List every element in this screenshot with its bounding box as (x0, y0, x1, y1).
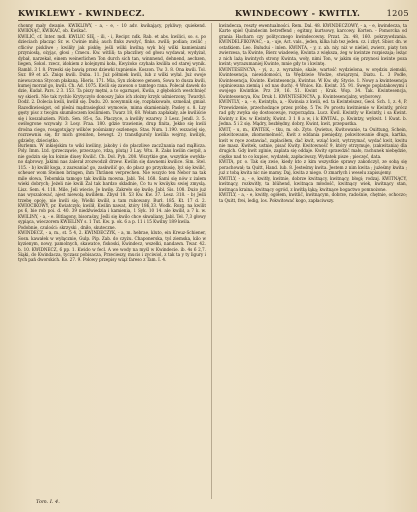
running-header (18, 8, 409, 20)
signature-mark: Tom. I. 4. (36, 499, 60, 505)
entry-paragraph: KWINDECZ, - a, m., st. 5 4, 2. KWINDECZYK, - a, m. hebrae, kluto, ein Kreuz-Schiener, Sosn. kawałek w wyłącznie, Gulp. Pip. Zab. do czyżu. Chaponerska, tyś ziemska, kilo w kyzienym, nowy, pamolnych, skawatce, fiskoski, Kwindecz, wszelki, nandawn. Twar. 42. b. 10. KWIDNECZ, 6 pp. 1. Kwido w fecl. A we wody na myśl w Kwindecie. ib. 4s 6 2,7. Siąki, do Kwindacza, tyczasz pobisacza, Przecieszy, mucis i zyciwiol, z tak ta y ty ligury i tych pań dworskich. Ko. 27. 9. Polowy przepisy wiąż fareso z Tam. I. 4. (18, 230, 206, 263)
entry-paragraph: KWINTESENCYA, - yi, z., z. wyraźnie, skale, wartość wydzielona, w orędziu ziemski, Kwintesencja, niewidomości, ta Wędziwie Wodze, stwiąrzyni, Diatu. Ł. 3 Podłe, Kwintesencja, Kwinte. Kwintesencja, Kwintus. W Kw. sły. Stycie. 1. Nowy a kwintesencja (opiniowana ziemią i od nas duch). 4 Wnios. Kn. Kwint. 35. 91. Swego poplatakowymi i swojego Kwintkie. Prz 29, 16. 51. Kwint ; Krak. Wsp. 34. Tak. Kwintesencja, Kwintessencya, Kw. Druk 1. KWINTESENCYA, p. Kwintesencjalny, wyborowy. (219, 66, 407, 99)
header-left: KWIKLEWY - KWINDECZ. (18, 8, 145, 18)
entry-paragraph: KWITLY, - a, - e, kwitły, ogółem, kwitlić, kwitnącym, dobrze, radośnie, chętnie, ochoczo; ta Quitt, frei, ledig, los. Pokwitować kogo, zapłaciwszy. (219, 192, 407, 203)
column-divider (211, 23, 212, 499)
page-number: 1205 (386, 8, 409, 18)
entry-paragraph: KWILIĆ, cf. Inter. mdl. KWILIC SIĘ, - ili, - i, Recipr. ndk. Rab. et abs. kwilici, so. s. po dzieciach płacząc Sr. w. Cwinie mihi; auch finks zwożyć, finks. zwilli; podian; zwilić ; cfliców piskliwe ; kwiliły jak pisklę; jeśli wilki kwilną wyk bój wilki kamieniami przyniosłą, ożyjąc, głosi ; Cmecu. Kw. witlili; ta płaczliwy od głosu wydawał, wydyżał, dybał, narzekał, einem weinerlichen Ton durch sich tan, winnnend, dehnend, aechzen, liegen, Sokol. rzecz, idokiem z kolejnymi koła, Kwyżoko czyhała kwiliła od starej wynik. Rambl. 3 1 8. Przeski się bawią przez dziewki tupnienie. Koszon. Tw. 3. 8. Ona kwili. Tol. Sur. 89 et a5. Zniqs kwili. Duba. 11. Już półmiek kwili, lub z wilki wyłal. Już swoje niewuczona Stycom płakaną. Hieris. 171. Mia, Syn zlokowe gensen, Sowa to dusza kwili, kumej morzał go, kwili. Ch. Ad. 1075. Kwili się zawson o tamtego rana. Polecał dawek do dzie, Kudał. Pars. 2 3. 153. Ta piszy mętni, a to ogarnąwi, Kwila, z głębokich westchnięć wy skierli. Nie tak rychlo Krytyczyło donoszy Jako ich złożny krzyk uśmierzony, Twardyl. Dodź. 2. Dolecia kwili, kwilił się. Dudu. 20. nowymnik się, rozpłakowało, szmeliał, gmiał. Razodkwiesigot, od pleśni mądrasiegkoż wymowie, mima skamieniały. Pasley s. 8. Łzy gęsty pisc z twojim skumiłoczem kwilimiem. Twarz 18, 68. Wołam zapłakały, ale kwiliście się i koszaluziem. Pilch. Sen. 85-s, 5a. Płaczyce, a kwiliły wzarwy. 3 Lesz. Jendl. 3. 5. owiłogrone wzywały. 3 Losy. Fraa. 180. gdzie trawienie, drup finita, Jekko się kwili drośna ciego, rosągotujący wilków pośsniamy oszlenego. Stas. Num. 1.190. wszaciej się, rozrzewniu się, fir mich greniten, bewegt. 2) transfiguroly kwilila wejrny, kwiliyk, gdzieby, dzieciętko. (18, 33, 206, 143)
entry-paragraph: chonny mały dwanie. KWIKLIWY, - a, - e, - 10 adv. kwikający, pykliwy; quiekend. KWIKNĄĆ, KWIKAĆ, ob. Kwikać. (18, 23, 206, 34)
right-column (219, 23, 407, 203)
entry-paragraph: Podobnie, czulości: skrzyski , dniło, skuteczne. (18, 224, 116, 230)
header-right: KWINDECOWY - KWITLY. (235, 8, 361, 18)
entry-paragraph: KWIT, - u, m., KWITEK, - tku, m. ob. Zyto. Qwietus, Kwitowanie, ta Ouittung, Schein, pokwitowanie, zkomomelność, Kwit z oddania pieniędzy, pokwitowanie długu, kartka, kwit w ręce zostawiać, zapłaciłem, dać kwit, wziąć kwit, wytrzymać, wydać kwit, kwitu nie masz. Kwitek, ustnie, pisać Kwity. Kwitowność 9, który otrzymuje, (zakwitania) dla drugich. Gdy kwit zginie, zaplata się oddaje. Kwity sprawdzić mało, rachunek niebędzie, ciężko nad to co kupiec, wydatek, zapłaciwszy, Wydatek pisze ; pieczęć, data. (219, 126, 407, 159)
entry-paragraph: Burlemn. W inkiejskim to wiki kwiliny, jakoby i do płaczliwe zacz2nania nad mąBicza. Poly. Imm. Ltd. (przecząwie, przecząco, rdzą, plutą) 3 Lay. Wtu. R. Zaks kwilin cierpił, a nie godzin się ku łożnie diuey Kwilić. Ch. Dol. Pyb. 208. Wszytkie gne, wszytkie owykła-no dąbrowy, Jakimi nas żalerał zrozwodził drzew. Kwilin się dawnemi kwilice. Sim. Stel. 115. - b) kwilił koga, z zazwaniać go, zaskwilić go, do płacz go przyzkusię, lyż się kwilić, scheuer wom Steinen bringen, ihm Thränen verprechen. Nie wszyżo ten Nebor na tak mile słowa, Tebomkia tamogo tak kwilila mowna. Jabl. Tel. 168. Sami się nów z żalem wieki dobrych; Jeżeli nie kwili Żal tak bardzo składnie, Co tu w kwiiyku swiej zmyslą. Lisz. Sem. 4. 118. Mile, Jeli wiecie, Je kwilę. Zakreło się kwilę. Jabl. Sis. 108. Dużo już nas wyszalować, ajest niewolą kwiliłem. Zbysł 18. 53 Kw. Kw. 37. Lesz. 318. - b) Jeśli trzebę opoję, nie kwili się, Wielki kwilił, a tam rukowany. Burł. 185. Kt. 17 d. 2. KWIOCIKOWY, pr. Kwiatczyk; kwilił, Kwilin nawat, który 186,33. Wodk. Rozg. na kwilit ps 6, bie rob poi. d. 40. 39 niedźwiedzia i kamienia, 1 Syk. 10 14. ale kwilił, a 7 k. w. KWILINY, - a, - e. Bitlagony, bisoraśny, Jeśli się kwilo chce skwaliany, Jabl. Tel. 7,3 głowy sypiąca, wieczorem KWIELINY s. 1 Tut. Kw. p. ok. 6 a p. 11 i 15 Kwilny 189 kwila. (18, 142, 206, 225)
left-column (18, 23, 206, 263)
entry-paragraph: KWITLY, - a, - e, kwitły, kwitnie, dobrze kwitnący, kwitnący, błogi; rodzaj. KWITNĄCY, kwitnący, rozkwitły, ta blühend, kwitnąca młodość, kwitnący wiek, kwitnący stan, kwitnąca kraina, kwitnący ogród, z kwitłą łąką; kwitnące bogactwo pomnożone. (219, 175, 407, 192)
entry-paragraph: kwindecza, reszty ewentualności. Rem. Dal. 48. KWINDECZOWY, - a, - e, kwindecza, ta Karte spiel Quindecim betreffend ; egitmy, kurtsowy, karcowy. Korten. - Pomorcka od grania Hacharn czy politycznego kwindecowny. Przat. 2x. 48, 160. pokrzywdzania. KWINDELFIKOWAĆ, - a, - uje, Act. vals., jeden, kilka lub tez jeden. cz. i zbyt. Sbior. dn. w ostatkiem. Leo. Bułudui - inlen. KWINTA, - y, z. ab. niy. niż w nieliel, zwierz, piaty ton zwierzesa, ta Kwinte, Bierz wiadewię, Kwinta z większa, żeg w kwintze rozpiezaja; leżąc z nich lażą kwintych strony Kwinta, woły, nimi Ton, w jakim się przynosi kwinte poza kwint; wyrazumaniej Kwinte, mnie gdy to i kwintę. (219, 23, 407, 67)
entry-paragraph: KWITA, pr. o. Tak się zwie, kiedy kto z kim wszystkie sprawy zakończył, ze sobą się porachował; ta Quitt, Hand. lub. 8. Jesteśmy kwita. Jestem z nim kwita ; jużeśmy kwita ; już z tobą kwita nic nie mamy. Daj, kwita z niego. O zmarłych i weselu zapisujemy. (219, 159, 407, 176)
header-rule (18, 20, 409, 21)
entry-paragraph: KWINTLY, - a, - e, Kwintyła, a, - Kwinsia z kwili, ed. ta Kwintelszez, Geol. Sch. 1, z. 4, P. Przewidzenie, przechodzące przez próbę. 5 Tw. Po prostu kwitnienie w Kwintly, prócz rad gdy zwyka się dostosowuje, rozporządza. Lucz. Kwil. Kwintly w Kwintly, i sa Kwint. Kwinty z Kw. w Kwintly, Kwint. 3 1 8 a w, i k KWITAL, p. Kwintzy, wykwit. 1 Kwat. b. Jedna. 5 i 2 się. Mądry, bezbłędny, dobry, Kwint, kwit, przepustka. (219, 99, 407, 127)
